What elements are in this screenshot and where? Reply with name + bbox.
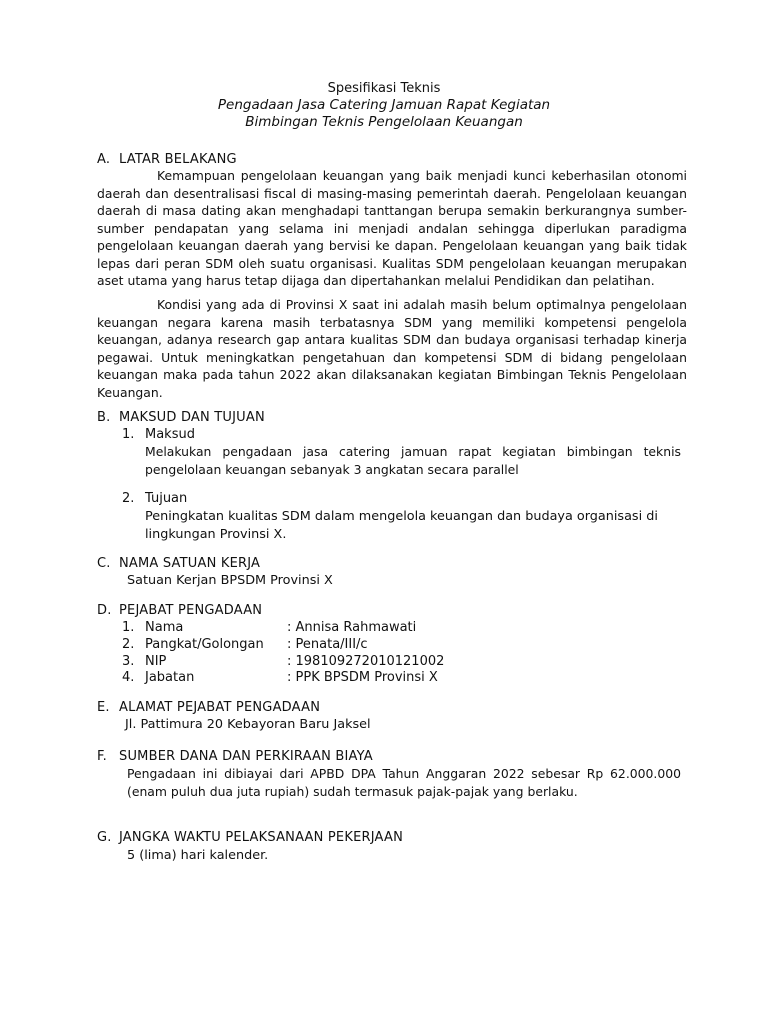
field-label: Nama <box>145 620 184 635</box>
section-f-letter: F. <box>97 749 107 764</box>
section-c-body: Satuan Kerjan BPSDM Provinsi X <box>127 573 333 588</box>
section-g-title: JANGKA WAKTU PELAKSANAAN PEKERJAAN <box>119 830 403 845</box>
section-d-title: PEJABAT PENGADAAN <box>119 603 263 618</box>
official-field-rank <box>122 637 368 652</box>
field-num: 3. <box>122 654 135 669</box>
official-field-name <box>122 620 416 635</box>
section-c-heading <box>97 556 260 571</box>
field-value: : Penata/III/c <box>287 637 368 652</box>
section-e-letter: E. <box>97 700 110 715</box>
section-a-letter: A. <box>97 152 111 167</box>
section-b-item-2-label: Tujuan <box>145 491 188 506</box>
section-c-letter: C. <box>97 556 111 571</box>
section-b-item-2-num: 2. <box>122 491 135 506</box>
section-b-heading <box>97 410 265 425</box>
section-b-item-1-body: Melakukan pengadaan jasa catering jamuan rapat kegiatan bimbingan teknis pengelolaan keuangan sebanyak 3 angkatan secara parallel <box>145 444 681 477</box>
section-b-item-2 <box>122 491 187 506</box>
section-e-body: Jl. Pattimura 20 Kebayoran Baru Jaksel <box>125 717 371 732</box>
field-value: : 198109272010121002 <box>287 654 445 669</box>
field-value: : PPK BPSDM Provinsi X <box>287 670 438 685</box>
section-b-item-2-body-line-1: Peningkatan kualitas SDM dalam mengelola keuangan dan budaya organisasi di <box>145 509 658 524</box>
section-a-paragraph-1-text: Kemampuan pengelolaan keuangan yang baik menjadi kunci keberhasilan otonomi daerah dan desentralisasi fiscal di masing-masing pemerintah daerah. Pengelolaan keuangan daerah di masa dating akan menghadapi tanttangan berupa semakin berkurangnya sumber-sumber pendapatan yang selama ini menjadi andalan sehingga diperlukan paradigma pengelolaan keuangan daerah yang bervisi ke dapan. Pengelolaan keuangan yang baik tidak lepas dari peran SDM oleh suatu organisasi. Kualitas SDM pengelolaan keuangan merupakan aset utama yang harus tetap dijaga dan dipertahankan melalui Pendidikan dan pelatihan. <box>97 168 687 288</box>
section-b-letter: B. <box>97 410 111 425</box>
section-e-title: ALAMAT PEJABAT PENGADAAN <box>119 700 321 715</box>
section-g-letter: G. <box>97 830 112 845</box>
section-a-paragraph-1 <box>97 167 687 290</box>
field-label: Jabatan <box>145 670 195 685</box>
section-b-item-1 <box>122 427 195 442</box>
section-f-body: Pengadaan ini dibiayai dari APBD DPA Tahun Anggaran 2022 sebesar Rp 62.000.000 (enam puluh dua juta rupiah) sudah termasuk pajak-pajak yang berlaku. <box>127 766 681 799</box>
field-num: 4. <box>122 670 135 685</box>
section-g-heading <box>97 830 403 845</box>
title-line-2: Pengadaan Jasa Catering Jamuan Rapat Kegiatan <box>217 97 551 113</box>
section-g-body: 5 (lima) hari kalender. <box>127 848 269 863</box>
field-num: 1. <box>122 620 135 635</box>
section-b-item-1-label: Maksud <box>145 427 195 442</box>
title-line-1: Spesifikasi Teknis <box>327 81 441 96</box>
field-label: NIP <box>145 654 167 669</box>
field-value: : Annisa Rahmawati <box>287 620 417 635</box>
section-a-heading <box>97 152 237 167</box>
section-f-heading <box>97 749 373 764</box>
section-b-item-2-body <box>145 508 658 543</box>
official-field-position <box>122 670 438 685</box>
document-title <box>0 80 768 131</box>
section-b-item-2-body-line-2: lingkungan Provinsi X. <box>145 526 287 542</box>
title-line-3: Bimbingan Teknis Pengelolaan Keuangan <box>245 114 523 130</box>
section-c-title: NAMA SATUAN KERJA <box>119 556 261 571</box>
section-a-title: LATAR BELAKANG <box>119 152 237 167</box>
section-d-heading <box>97 603 262 618</box>
section-a-paragraph-2-text: Kondisi yang ada di Provinsi X saat ini adalah masih belum optimalnya pengelolaan keuangan negara karena masih terbatasnya SDM yang memiliki kompetensi pengelola keuangan, adanya research gap antara kualitas SDM dan budaya organisasi terhadap kinerja pegawai. Untuk meningkatkan pengetahuan dan kompetensi SDM di bidang pengelolaan keuangan maka pada tahun 2022 akan dilaksanakan kegiatan Bimbingan Teknis Pengelolaan Keuangan. <box>97 297 687 400</box>
section-d-letter: D. <box>97 603 112 618</box>
section-e-heading <box>97 700 320 715</box>
field-num: 2. <box>122 637 135 652</box>
section-b-title: MAKSUD DAN TUJUAN <box>119 410 265 425</box>
section-f-title: SUMBER DANA DAN PERKIRAAN BIAYA <box>119 749 373 764</box>
section-a-paragraph-2 <box>97 296 687 401</box>
field-label: Pangkat/Golongan <box>145 637 264 652</box>
official-field-nip <box>122 654 444 669</box>
section-b-item-1-num: 1. <box>122 427 135 442</box>
